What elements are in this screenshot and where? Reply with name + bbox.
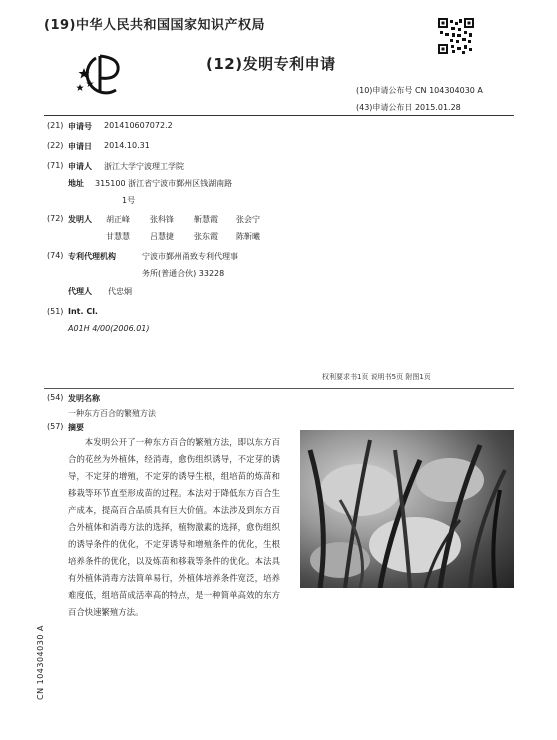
inventors-code: (72)	[47, 214, 64, 223]
abstract-code: (57)	[47, 422, 64, 431]
app-no-value: 201410607072.2	[104, 121, 173, 130]
applicant-name: 浙江大学宁波理工学院	[104, 162, 184, 171]
abstract-label: 摘要	[68, 423, 84, 432]
app-no-code: (21)	[47, 121, 64, 130]
abstract-text: 本发明公开了一种东方百合的繁殖方法，即以东方百合的花丝为外植体，经消毒，愈伤组织诱导，不定芽的诱导，不定芽的增殖，不定芽的诱导生根，组培苗的炼苗和移栽等环节直至形成苗的过程。本法对于降低东方百合生产成本，提高百合品质具有巨大价值。本法涉及到东方百合外植体和消毒方法的选择，植物激素的选择，愈伤组织的诱导条件的优化，不定芽诱导和增殖条件的优化，生根培养条件的优化，以及炼苗和移栽等条件的优化。本法具有外植体消毒方法简单易行，外植体培养条件宽泛，培养难度低，组培苗成活率高的特点，是一种简单高效的东方百合快速繁殖方法。	[68, 437, 280, 617]
inventor-name: 陈靳曦	[236, 232, 260, 241]
section-divider	[44, 388, 514, 389]
agent-name: 代忠炯	[108, 287, 132, 296]
document-type-title: (12)发明专利申请	[206, 55, 336, 73]
inventor-name: 吕慧捷	[150, 232, 174, 241]
address-line-1: 315100 浙江省宁波市鄞州区钱湖南路	[95, 179, 233, 188]
abstract-figure-photo	[300, 430, 514, 588]
address-label: 地址	[68, 179, 84, 188]
pages-info: 权利要求书1页 说明书5页 附图1页	[322, 373, 431, 381]
title-code: (54)	[47, 393, 64, 402]
sipo-logo-icon	[74, 50, 130, 98]
filing-label: 申请日	[68, 142, 92, 151]
inventor-name: 张东霞	[194, 232, 218, 241]
qr-code-icon	[438, 18, 474, 54]
intcl-label: Int. Cl.	[68, 307, 98, 316]
applicant-code: (71)	[47, 161, 64, 170]
inventor-name: 靳慧霞	[194, 215, 218, 224]
inventor-name: 甘慧慧	[106, 232, 130, 241]
side-publication-number: CN 104304030 A	[36, 625, 45, 700]
invention-title: 一种东方百合的繁殖方法	[68, 409, 156, 418]
agency-code: (74)	[47, 251, 64, 260]
intcl-value: A01H 4/00(2006.01)	[68, 324, 150, 333]
agency-line-1: 宁波市鄞州甬致专利代理事	[142, 252, 238, 261]
inventor-name: 胡正峰	[106, 215, 130, 224]
inventor-name: 张会宁	[236, 215, 260, 224]
title-label: 发明名称	[68, 394, 100, 403]
inventors-label: 发明人	[68, 215, 92, 224]
header-divider	[44, 115, 514, 116]
agency-label: 专利代理机构	[68, 252, 116, 261]
inventor-name: 张科锋	[150, 215, 174, 224]
agency-line-2: 务所(普通合伙) 33228	[142, 269, 225, 278]
agent-label: 代理人	[68, 287, 92, 296]
applicant-label: 申请人	[68, 162, 92, 171]
address-line-2: 1号	[122, 196, 136, 205]
office-name: (19)中华人民共和国国家知识产权局	[44, 18, 265, 33]
filing-date: 2014.10.31	[104, 141, 150, 150]
filing-code: (22)	[47, 141, 64, 150]
intcl-code: (51)	[47, 307, 64, 316]
app-no-label: 申请号	[68, 122, 92, 131]
publication-number: (10)申请公布号 CN 104304030 A	[356, 86, 483, 95]
publication-date: (43)申请公布日 2015.01.28	[356, 103, 461, 112]
